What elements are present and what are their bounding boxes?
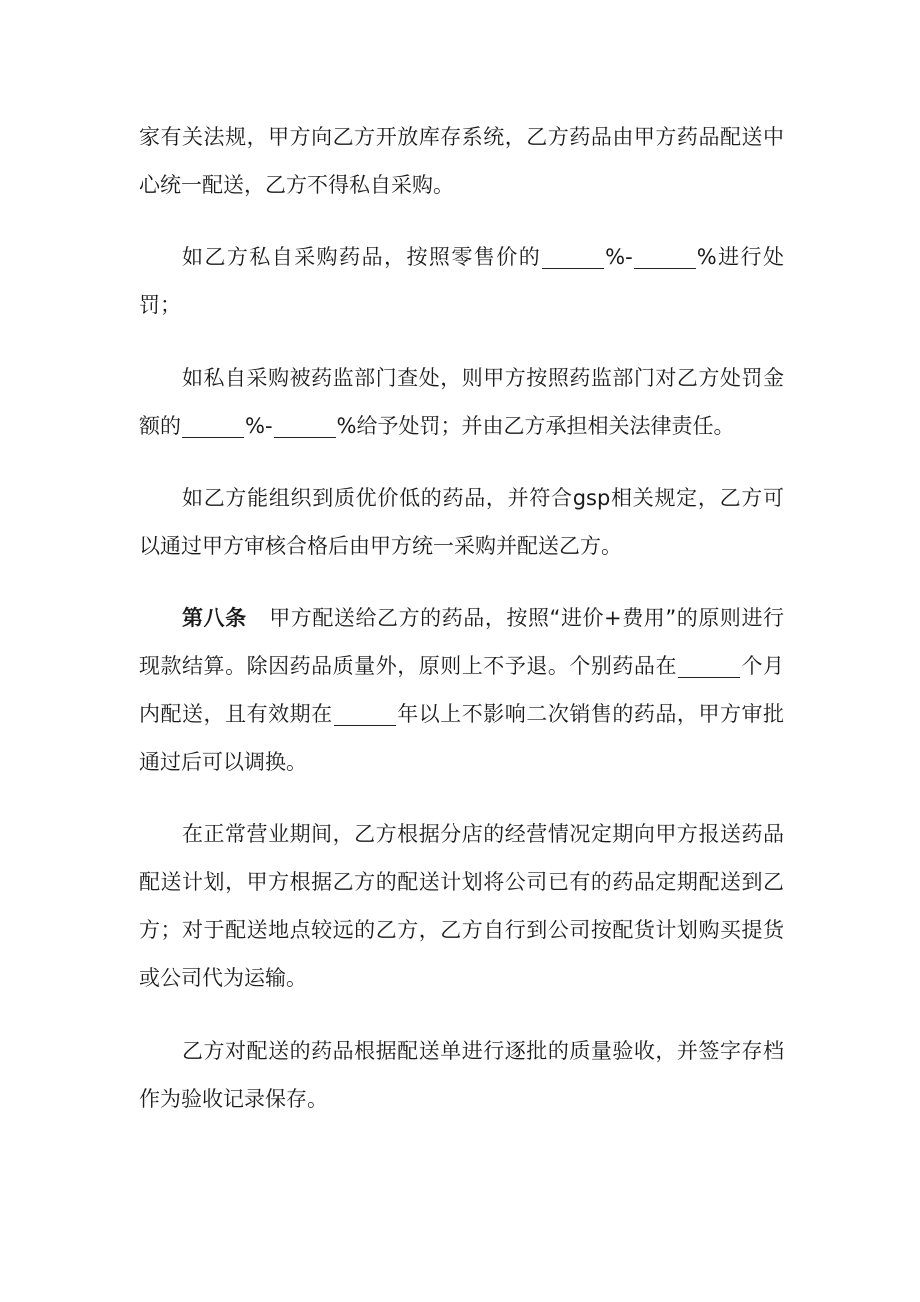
text-segment: 年以上不影响二次销售的药品，甲方审批通过后可以调换。 — [139, 702, 785, 774]
fill-blank — [634, 246, 696, 269]
text-segment: %- — [605, 245, 633, 269]
text-segment: %进行处罚； — [139, 245, 784, 317]
text-segment: %- — [245, 414, 273, 438]
fill-blank — [678, 655, 740, 678]
text-segment: 如私自采购被药监部门查处，则甲方按照药监部门对乙方处罚金额的 — [139, 366, 784, 438]
paragraph-regulations: 家有关法规，甲方向乙方开放库存系统，乙方药品由甲方药品配送中心统一配送，乙方不得私自采购。 — [139, 125, 784, 197]
paragraph-article-eight — [139, 594, 784, 786]
paragraph-private-purchase-penalty — [139, 233, 784, 329]
text-segment: %给予处罚；并由乙方承担相关法律责任。 — [336, 414, 735, 438]
article-heading: 第八条 — [182, 606, 247, 630]
text-segment: 甲方配送给乙方的药品，按照“进价+费用”的原则进行现款结算。除因药品质量外，原则上不予退。个别药品在 — [139, 606, 785, 678]
text-segment: 如乙方私自采购药品，按照零售价的 — [182, 245, 542, 269]
text-segment: 个月内配送，且有效期在 — [139, 654, 785, 726]
fill-blank — [274, 415, 336, 438]
fill-blank — [334, 703, 396, 726]
paragraph-inspection-penalty — [139, 354, 784, 450]
fill-blank — [542, 246, 604, 269]
paragraph-acceptance: 乙方对配送的药品根据配送单进行逐批的质量验收，并签字存档作为验收记录保存。 — [139, 1039, 784, 1111]
fill-blank — [182, 415, 244, 438]
paragraph-delivery-plan: 在正常营业期间，乙方根据分店的经营情况定期向甲方报送药品配送计划，甲方根据乙方的配送计划将公司已有的药品定期配送到乙方；对于配送地点较远的乙方，乙方自行到公司按配货计划购买提货或公司代为运输。 — [139, 822, 784, 990]
paragraph-quality-low-price: 如乙方能组织到质优价低的药品，并符合gsp相关规定，乙方可以通过甲方审核合格后由甲方统一采购并配送乙方。 — [139, 486, 784, 558]
